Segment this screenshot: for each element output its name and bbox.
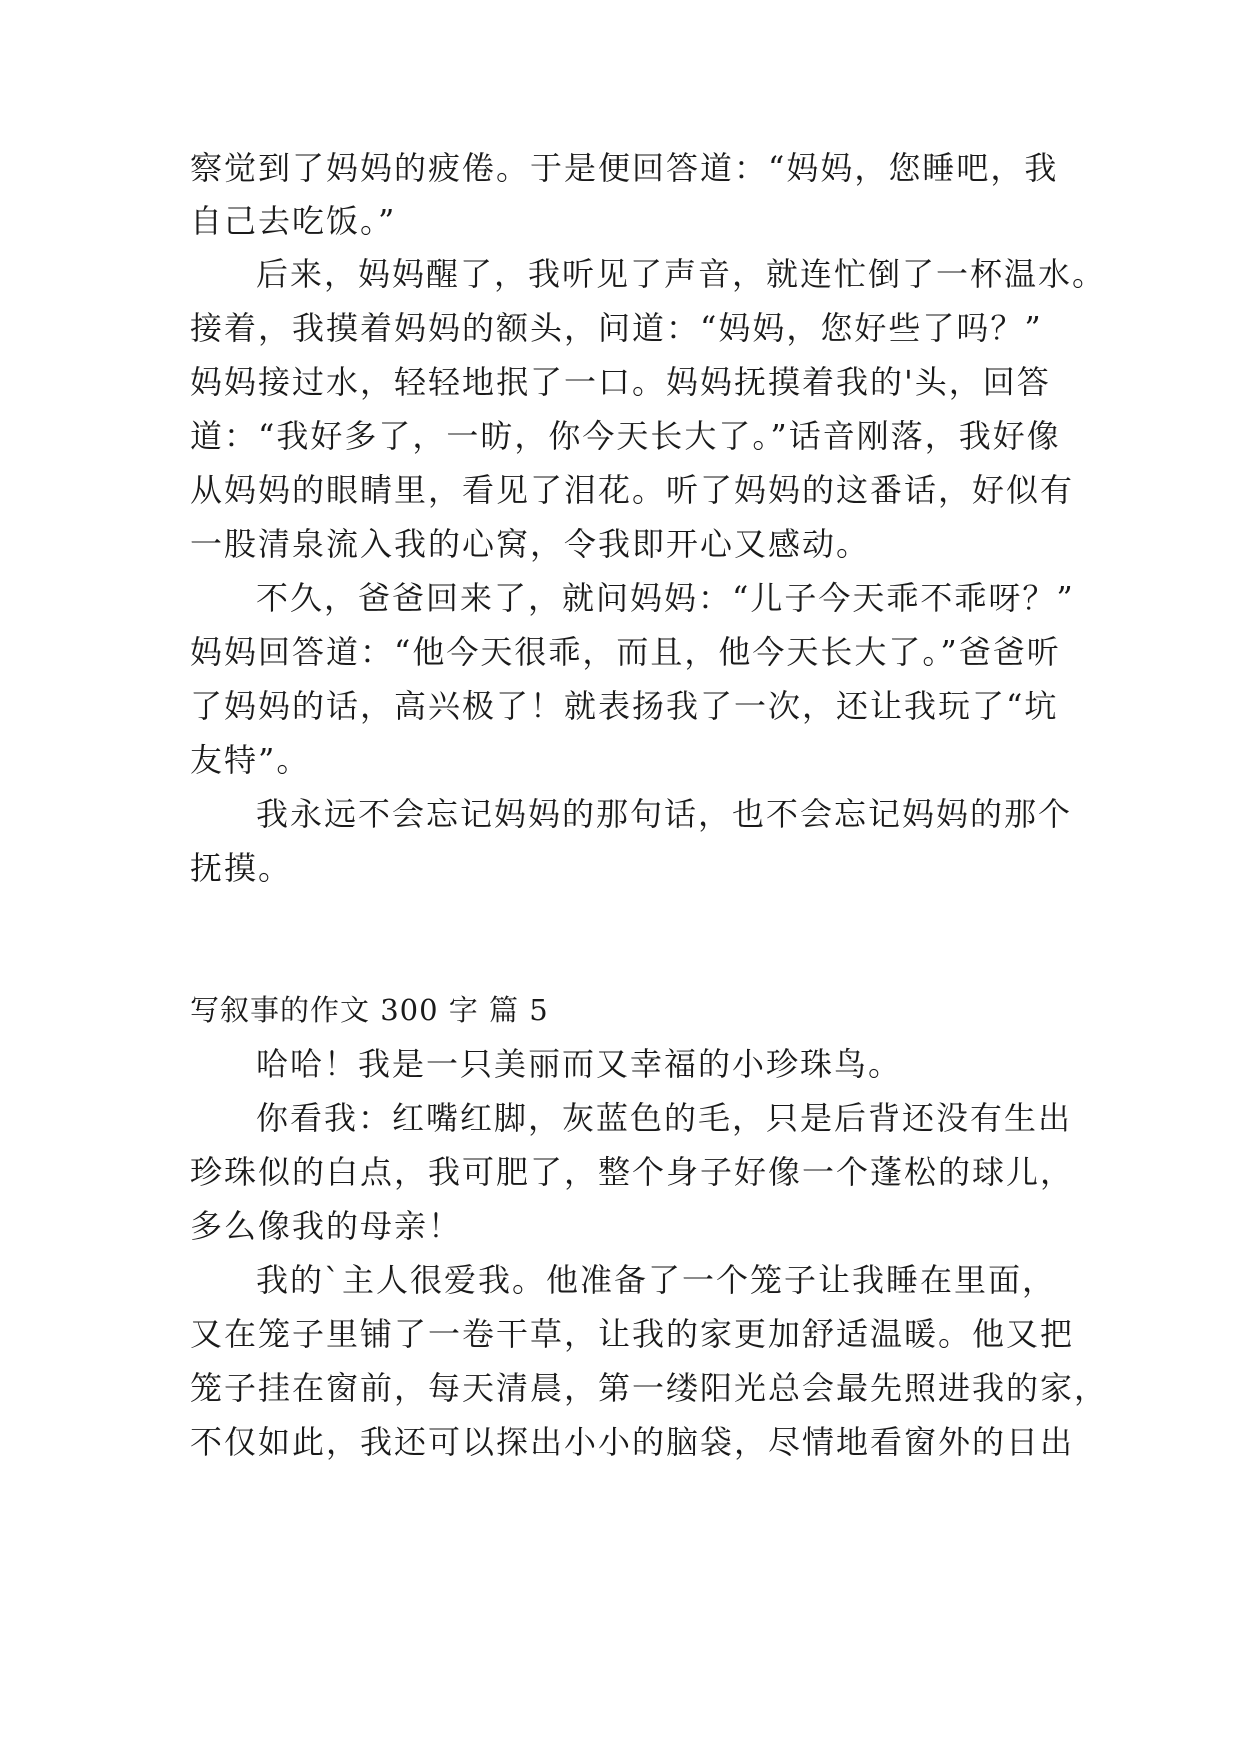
text-line: 一股清泉流入我的心窝，令我即开心又感动。 [190, 525, 871, 563]
text-line: 察觉到了妈妈的疲倦。于是便回答道：“妈妈，您睡吧，我 [190, 149, 1059, 187]
text-line: 你看我：红嘴红脚，灰蓝色的毛，只是后背还没有生出 [256, 1099, 1073, 1137]
text-line: 从妈妈的眼睛里，看见了泪花。听了妈妈的这番话，好似有 [190, 471, 1075, 509]
text-line: 多么像我的母亲！ [190, 1207, 463, 1245]
text-line: 自己去吃饭。” [190, 202, 397, 240]
text-line: 抚摸。 [190, 849, 293, 887]
text-line: 道：“我好多了，一昉，你今天长大了。”话音刚落，我好像 [190, 417, 1061, 455]
text-line: 了妈妈的话，高兴极了！就表扬我了一次，还让我玩了“坑 [190, 687, 1059, 725]
text-line: 不仅如此，我还可以探出小小的脑袋，尽情地看窗外的日出 [190, 1423, 1075, 1461]
text-line: 友特”。 [190, 741, 311, 779]
text-line: 又在笼子里铺了一卷干草，让我的家更加舒适温暖。他又把 [190, 1315, 1075, 1353]
text-line: 我永远不会忘记妈妈的那句话，也不会忘记妈妈的那个 [256, 795, 1073, 833]
text-line: 后来，妈妈醒了，我听见了声音，就连忙倒了一杯温水。 [256, 255, 1107, 293]
text-line: 接着，我摸着妈妈的额头，问道：“妈妈，您好些了吗？” [190, 309, 1043, 347]
text-line: 珍珠似的白点，我可肥了，整个身子好像一个蓬松的球儿， [190, 1153, 1075, 1191]
text-line: 我的`主人很爱我。他准备了一个笼子让我睡在里面， [256, 1261, 1057, 1299]
text-line: 妈妈接过水，轻轻地抿了一口。妈妈抚摸着我的'头，回答 [190, 363, 1051, 401]
section-heading: 写叙事的作文 300 字 篇 5 [190, 993, 549, 1027]
text-line: 哈哈！我是一只美丽而又幸福的小珍珠鸟。 [256, 1045, 903, 1083]
text-line: 笼子挂在窗前，每天清晨，第一缕阳光总会最先照进我的家， [190, 1369, 1109, 1407]
text-line: 妈妈回答道：“他今天很乖，而且，他今天长大了。”爸爸听 [190, 633, 1061, 671]
text-line: 不久，爸爸回来了，就问妈妈：“儿子今天乖不乖呀？” [256, 579, 1075, 617]
